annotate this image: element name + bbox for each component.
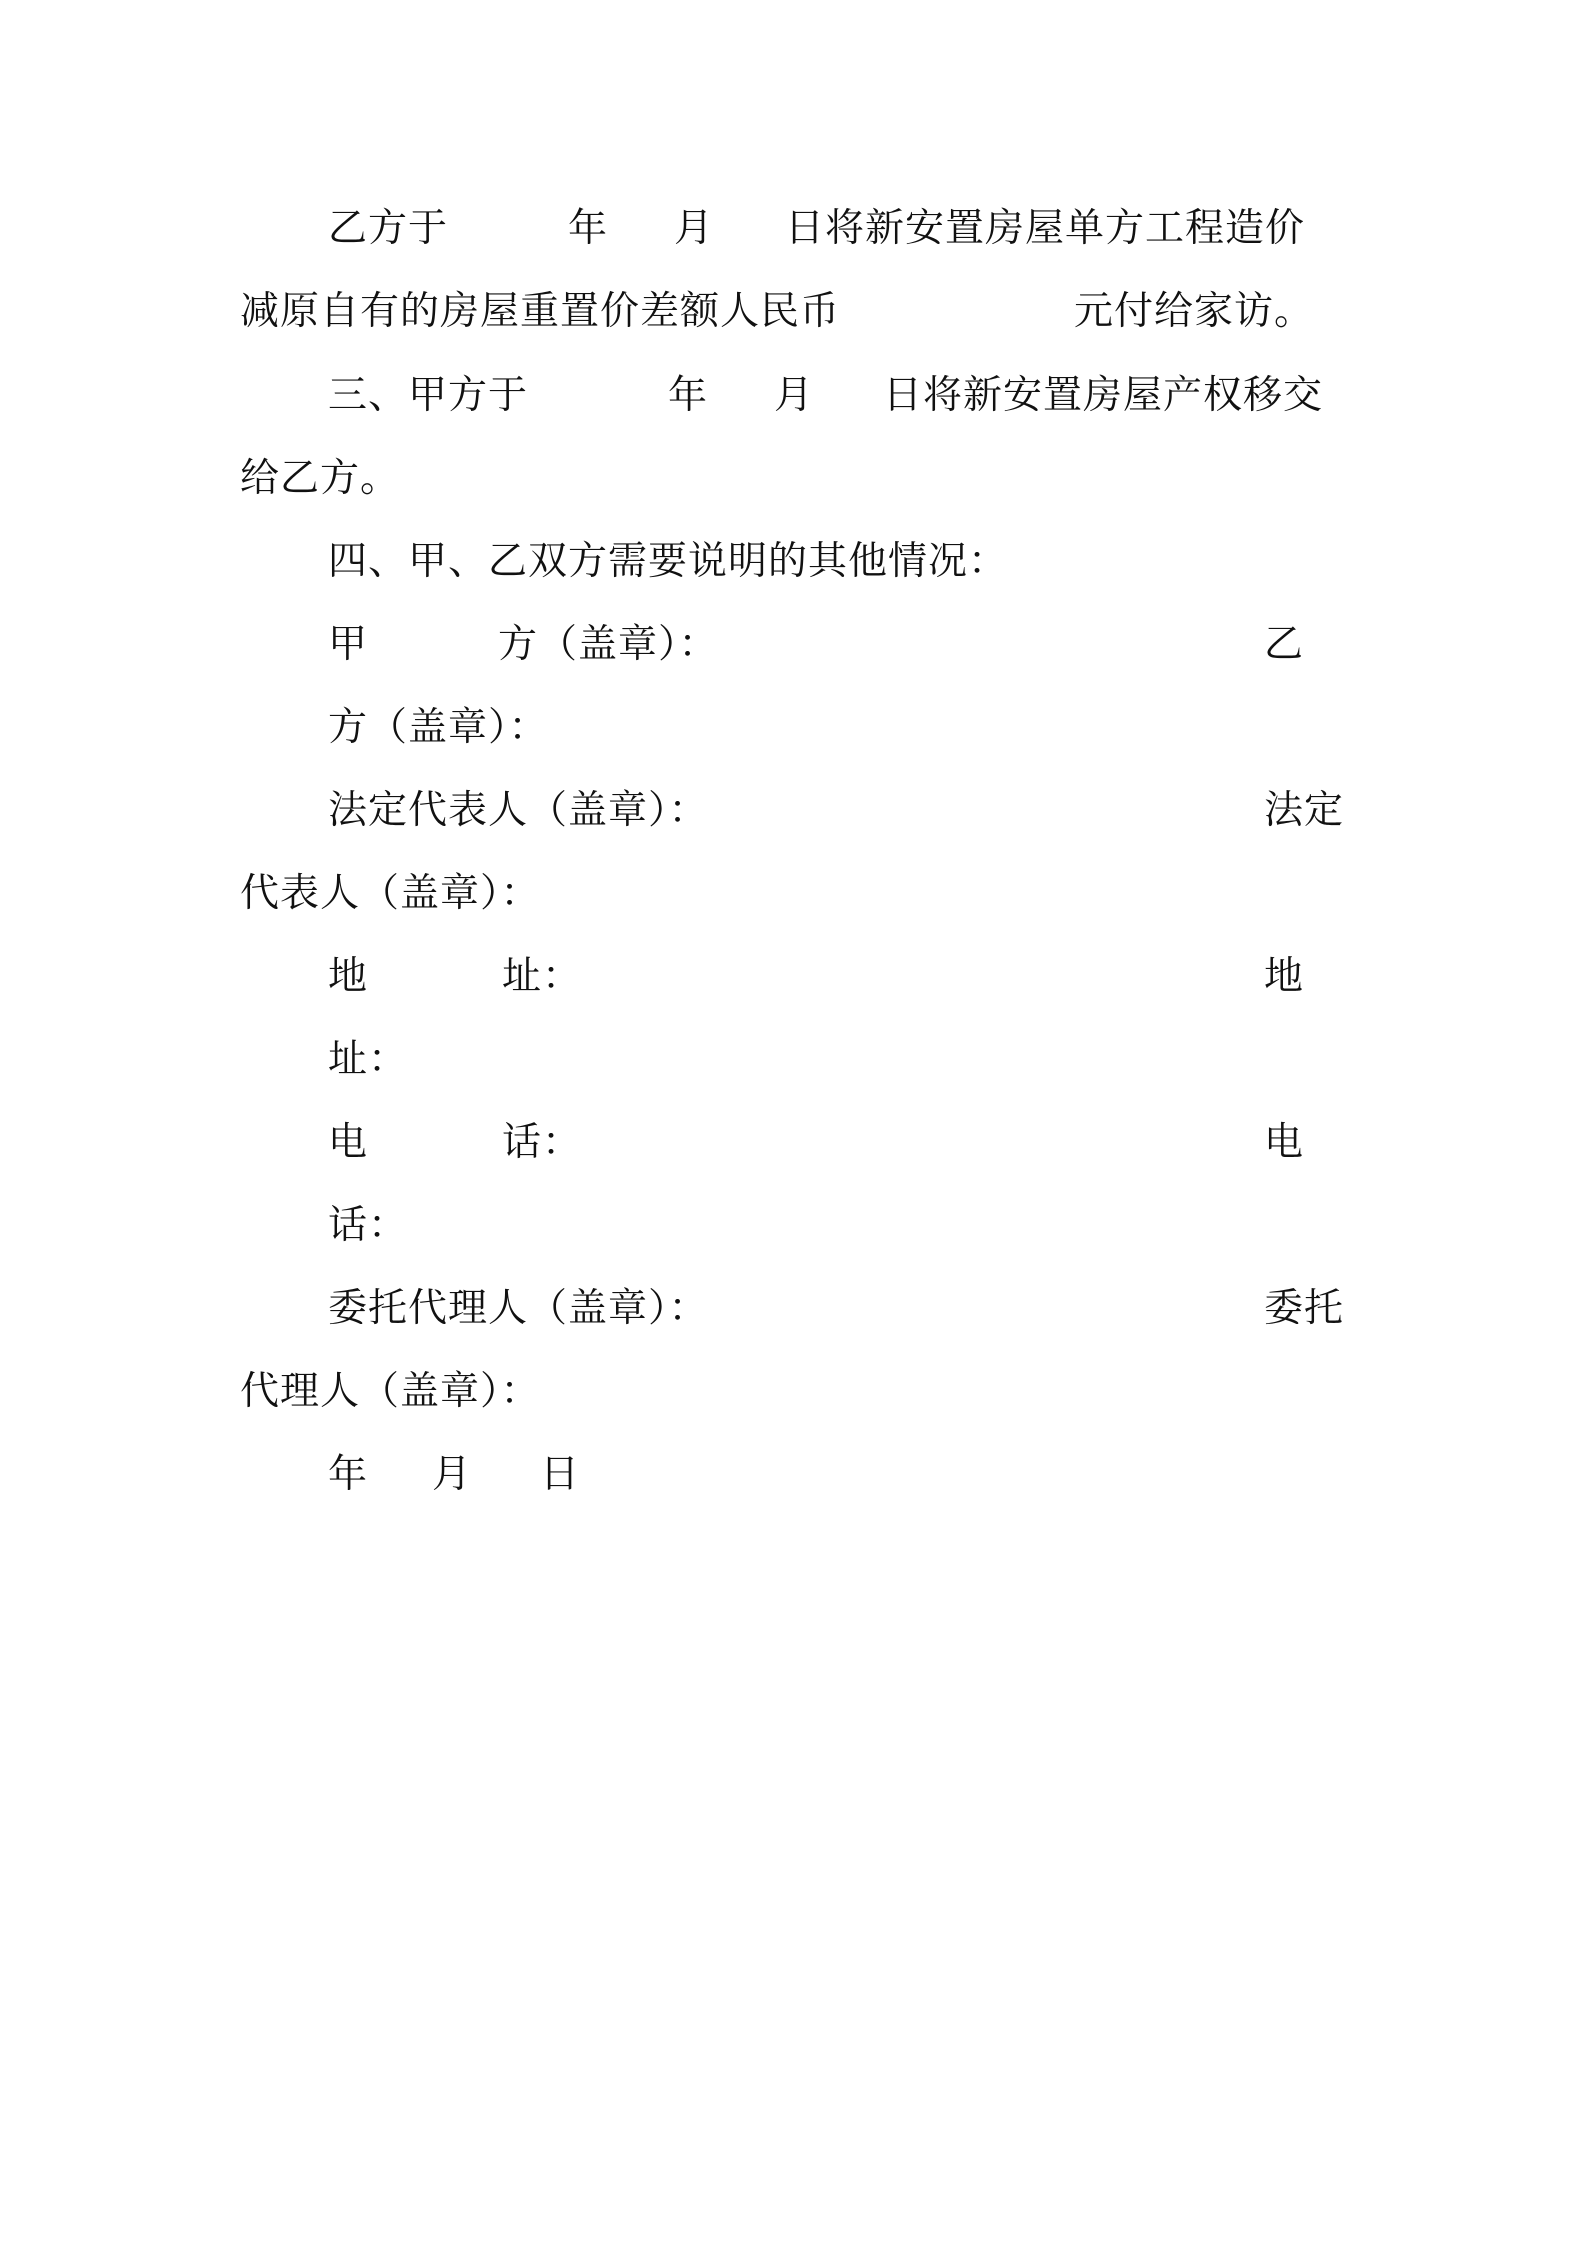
party-b-label-char: 乙 (1264, 622, 1305, 667)
clause-three-day-text: 日将新安置房屋产权移交 (883, 373, 1324, 418)
clause-three-month-label: 月 (774, 373, 815, 418)
agent-a-label: 委托代理人（盖章）： (328, 1286, 709, 1331)
para-payment-start: 乙方于 (328, 206, 449, 251)
address-b-label: 址： (328, 1037, 409, 1082)
para-payment-year-label: 年 (568, 206, 609, 251)
address-a-label-char: 地 (328, 954, 369, 999)
date-day-label: 日 (540, 1452, 581, 1497)
agent-b-label-start: 委托 (1264, 1286, 1345, 1331)
phone-a-label: 话： (502, 1120, 583, 1165)
clause-three-start: 三、甲方于 (328, 373, 529, 418)
clause-three-year-label: 年 (668, 373, 709, 418)
para-payment-line2: 减原自有的房屋重置价差额人民币 (240, 289, 841, 334)
legal-rep-b-label-start: 法定 (1264, 788, 1345, 833)
para-payment-day-text: 日将新安置房屋单方工程造价 (785, 206, 1306, 251)
phone-b-label: 话： (328, 1203, 409, 1248)
date-month-label: 月 (432, 1452, 473, 1497)
clause-four: 四、甲、乙双方需要说明的其他情况： (328, 539, 1009, 584)
phone-b-label-char: 电 (1264, 1120, 1305, 1165)
phone-a-label-char: 电 (328, 1120, 369, 1165)
para-payment-month-label: 月 (674, 206, 715, 251)
party-a-seal-label: 方（盖章）： (498, 622, 719, 667)
agent-b-label-end: 代理人（盖章）： (240, 1369, 541, 1414)
legal-rep-a-label: 法定代表人（盖章）： (328, 788, 709, 833)
party-a-label-char: 甲 (328, 622, 369, 667)
para-payment-line2-end: 元付给家访。 (1074, 289, 1315, 334)
legal-rep-b-label-end: 代表人（盖章）： (240, 871, 541, 916)
party-b-seal-label: 方（盖章）： (328, 705, 549, 750)
date-year-label: 年 (328, 1452, 369, 1497)
clause-three-line2: 给乙方。 (240, 456, 401, 501)
address-a-label: 址： (502, 954, 583, 999)
address-b-label-char: 地 (1264, 954, 1305, 999)
